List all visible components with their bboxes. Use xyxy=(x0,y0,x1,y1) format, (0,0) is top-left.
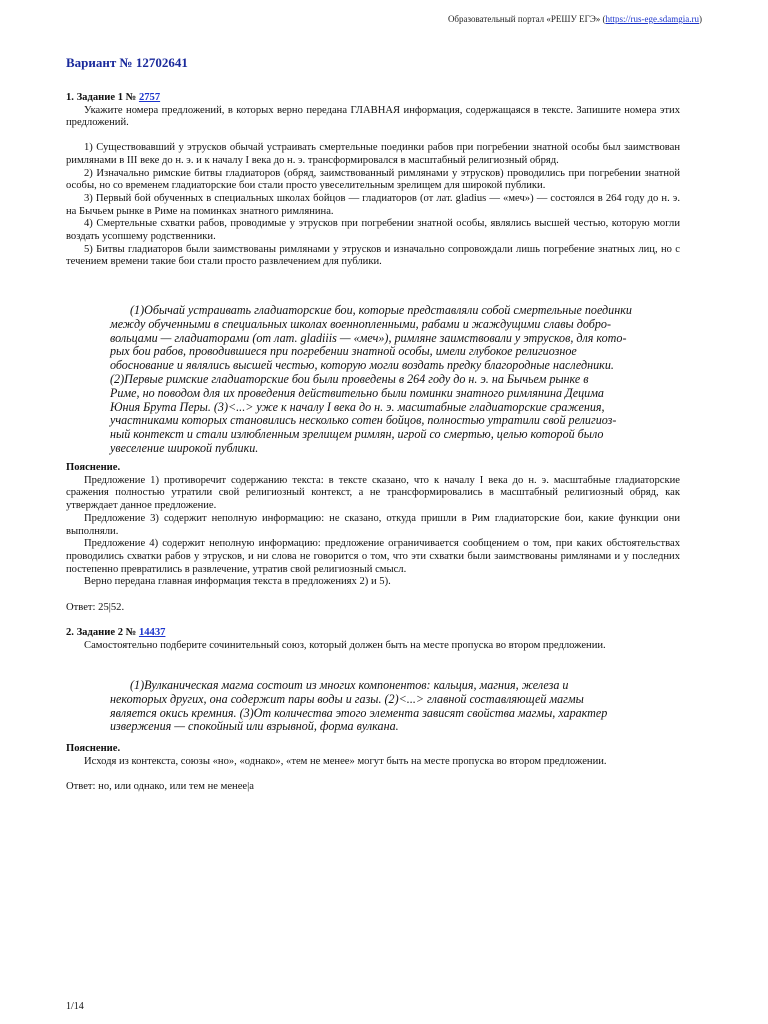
quote-line: ный контекст и стали излюбленным зрелищем римлян, игрой со смертью, целью которой было xyxy=(110,427,604,442)
quote-line: Риме, но поводом для их проведения действительно были поминки знатного римлянина Децима xyxy=(110,385,604,400)
task1-option: 1) Существовавший у этрусков обычай устраивать смертельные поединки рабов при погребении знатной особы был заимствован римлянами в III веке до н. э. и к началу I века до н. э. трансформировался в масштабный религиозный обряд. xyxy=(66,142,680,166)
portal-close: ) xyxy=(699,14,702,24)
task1-answer: Ответ: 25|52. xyxy=(66,602,125,614)
quote-line: (2)Первые римские гладиаторские бои были проведены в 264 году до н. э. на Бычьем рынке в xyxy=(110,371,589,386)
task2-section xyxy=(66,627,680,652)
task1-quote xyxy=(110,304,640,456)
quote-line: между обученными в специальных школах военнопленными, рабами и жаждущими славы добро- xyxy=(110,316,611,331)
task1-prompt: Укажите номера предложений, в которых верно передана ГЛАВНАЯ информация, содержащаяся в тексте. Запишите номера этих предложений. xyxy=(66,104,680,129)
task2-title xyxy=(66,627,680,640)
task1-option: 4) Смертельные схватки рабов, проводимые у этрусков при погребении знатной особы, являлись высшей честью, которую могли воздать усопшему родственники. xyxy=(66,218,680,243)
explanation-paragraph: Верно передана главная информация текста в предложениях 2) и 5). xyxy=(84,576,391,588)
task2-explanation xyxy=(66,743,680,794)
quote-line: Юния Брута Перы. (3)<...> уже к началу I века до н. э. масштабные гладиаторские сражения, xyxy=(110,399,605,414)
quote-line: является окись кремния. (3)От количества этого элемента зависят свойства магмы, характер xyxy=(110,705,608,720)
task1-options xyxy=(66,142,680,269)
task1-option: 2) Изначально римские битвы гладиаторов (обряд, заимствованный римлянами у этрусков) проводились при погребении знатной особы, но со временем гладиаторские бои стали просто увеселительным зрелищем для широкой публики. xyxy=(66,167,680,192)
task2-prompt: Самостоятельно подберите сочинительный союз, который должен быть на месте пропуска во втором предложении. xyxy=(84,639,606,651)
quote-line: извержения — спокойный или взрывной, форма вулкана. xyxy=(110,719,399,734)
task1-explanation xyxy=(66,462,680,615)
explanation-title: Пояснение. xyxy=(66,462,121,473)
explanation-paragraph: Предложение 1) противоречит содержанию текста: в тексте сказано, что к началу I века до н. э. масштабные гладиаторские сражения полностью утратили свой религиозный контекст, а не трансформировались в масштабный религиозный обряд, как утверждает данное предложение. xyxy=(66,474,680,512)
quote-line: участниками которых становились несколько сотен бойцов, полностью утратили свой религиоз- xyxy=(110,413,617,428)
task1-option: 3) Первый бой обученных в специальных школах бойцов — гладиаторов (от лат. gladius — «меч») — состоялся в 264 году до н. э. на Бычьем рынке в Риме на поминках знатного римлянина. xyxy=(66,192,680,217)
quote-line: вольцами — гладиаторами (от лат. gladiiis — «меч»), римляне заимствовали у этрусков, для кото- xyxy=(110,330,627,345)
task1-title-prefix: 1. Задание 1 № xyxy=(66,92,139,103)
task2-link[interactable]: 14437 xyxy=(138,627,166,638)
explanation-paragraph: Предложение 3) содержит неполную информацию: не сказано, откуда пришли в Рим гладиаторские бои, какие функции они выполняли. xyxy=(66,512,680,537)
task1-link[interactable]: 2757 xyxy=(138,92,161,103)
quote-line: обоснование и являлись высшей честью, которую могли воздать предку благородные наследники. xyxy=(110,358,614,373)
page-number: 1/14 xyxy=(66,1001,84,1012)
quote-line: рых бои рабов, проводившиеся при погребении знатной особы, имели глубокое религиозное xyxy=(110,344,577,359)
task1-title xyxy=(66,92,680,105)
explanation-paragraph: Предложение 4) содержит неполную информацию: предложение ограничивается сообщением о том, при каких обстоятельствах проводились схватки рабов у этрусков, и ни слова не говорится о том, что эти схватки были заимствованы римлянами и у последних постепенно превратились в развлечение, утратив свой религиозный смысл. xyxy=(66,538,680,575)
task2-answer: Ответ: но, или однако, или тем не менее|а xyxy=(66,781,254,793)
portal-text: Образовательный портал «РЕШУ ЕГЭ» ( xyxy=(447,14,606,24)
portal-header xyxy=(448,14,702,24)
explanation-title: Пояснение. xyxy=(66,743,121,754)
portal-link[interactable]: https://rus-ege.sdamgia.ru xyxy=(605,14,699,24)
quote-line: (1)Обычай устраивать гладиаторские бои, которые представляли собой смертельные поединки xyxy=(130,303,632,317)
quote-line: (1)Вулканическая магма состоит из многих компонентов: кальция, магния, железа и xyxy=(130,678,569,692)
task1-option: 5) Битвы гладиаторов были заимствованы римлянами у этрусков и изначально сопровождали лишь погребение знатных лиц, но с течением времени такие бои стали просто развлечением для публики. xyxy=(66,243,680,268)
quote-line: некоторых других, она содержит пары воды и газы. (2)<...> главной составляющей магмы xyxy=(110,691,584,706)
quote-line: увеселение широкой публики. xyxy=(110,440,259,455)
task1-section xyxy=(66,92,680,269)
task2-quote xyxy=(110,679,630,734)
explanation-paragraph: Исходя из контекста, союзы «но», «однако», «тем не менее» могут быть на месте пропуска во втором предложении. xyxy=(84,755,607,767)
task2-title-prefix: 2. Задание 2 № xyxy=(66,627,139,638)
variant-title: Вариант № 12702641 xyxy=(66,55,188,70)
